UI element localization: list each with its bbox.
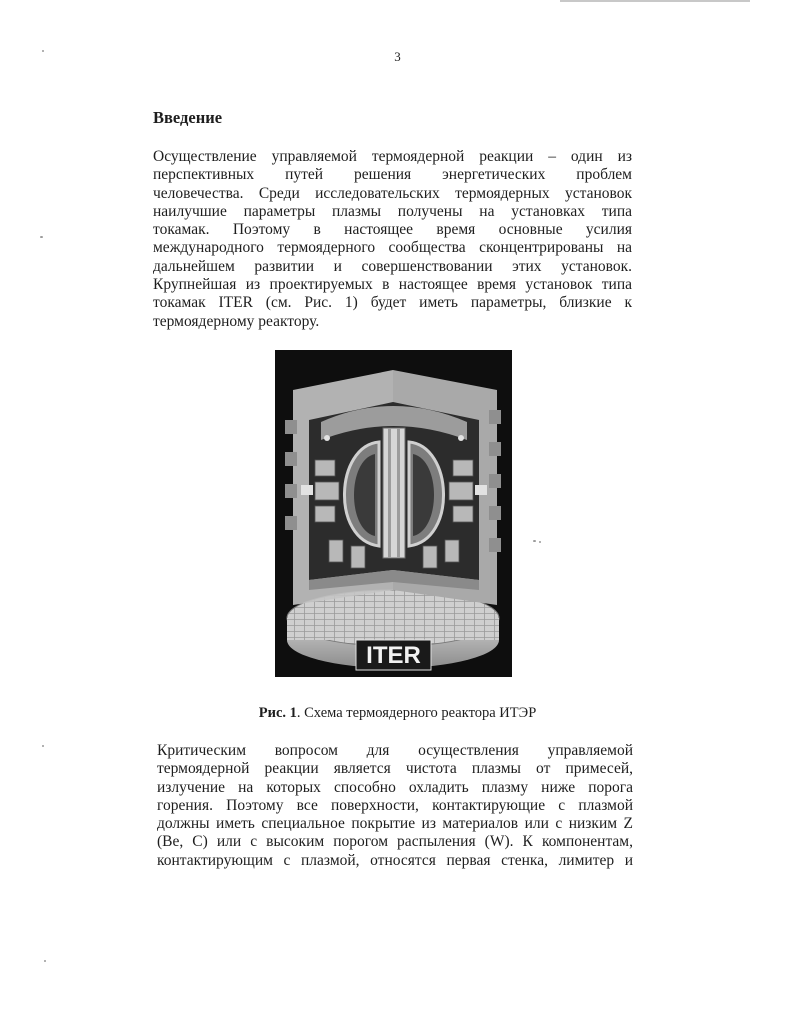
iter-logo-text: ITER [366,642,421,669]
paragraph-line: Критическим вопросом для осуществления управляемой [157,742,633,759]
paragraph-line: наилучшие параметры плазмы получены на установках типа [153,202,632,220]
paragraph-line: дальнейшем развитии и совершенствовании этих установок. [153,257,632,275]
paragraph-line: токамак. Поэтому в настоящее время основные усилия [153,221,632,239]
paragraph-line: термоядерной реакции является чистота плазмы от примесей, [157,760,633,778]
page-number: 3 [394,49,401,64]
figure-caption-label: Рис. 1 [258,705,297,721]
paragraph-line: термоядерному реактору. [153,312,320,330]
scan-speck [44,960,46,962]
paragraph-line: Крупнейшая из проектируемых в настоящее время установок типа [153,276,632,294]
paragraph-line: горения. Поэтому все поверхности, контактирующие с плазмой [157,796,633,814]
paragraph-line: международного термоядерного сообщества сконцентрированы на [153,239,632,257]
figure-caption-text: . Схема термоядерного реактора ИТЭР [296,705,537,721]
paragraph-line: контактирующим с плазмой, относятся первая стенка, лимитер и [157,851,633,869]
section-heading: Введение [153,108,223,127]
paragraph-line: перспективных путей решения энергетических проблем [153,166,632,184]
scan-speck [42,50,44,52]
paragraph-line: Осуществление управляемой термоядерной реакции – один из [153,148,632,165]
paragraph-line: должны иметь специальное покрытие из материалов или с низким Z [157,815,633,833]
paragraph-line: токамак ITER (см. Рис. 1) будет иметь параметры, близкие к [153,294,632,312]
paragraph-line: (Be, C) или с высоким порогом распыления (W). К компонентам, [157,833,633,851]
scan-speck [40,236,43,238]
iter-reactor-figure [275,350,512,677]
body-paragraph [157,742,633,870]
scan-speck [42,745,44,747]
scan-speck [533,540,536,542]
figure-caption [0,705,795,722]
paragraph-line: излучение на которых способно охладить плазму ниже порога [157,778,633,796]
scan-speck [539,541,541,543]
paragraph-line: человечества. Среди исследовательских термоядерных установок [153,184,632,202]
intro-paragraph [153,148,632,331]
iter-reactor-cutaway-image [275,350,512,677]
scan-edge-line [560,0,750,2]
